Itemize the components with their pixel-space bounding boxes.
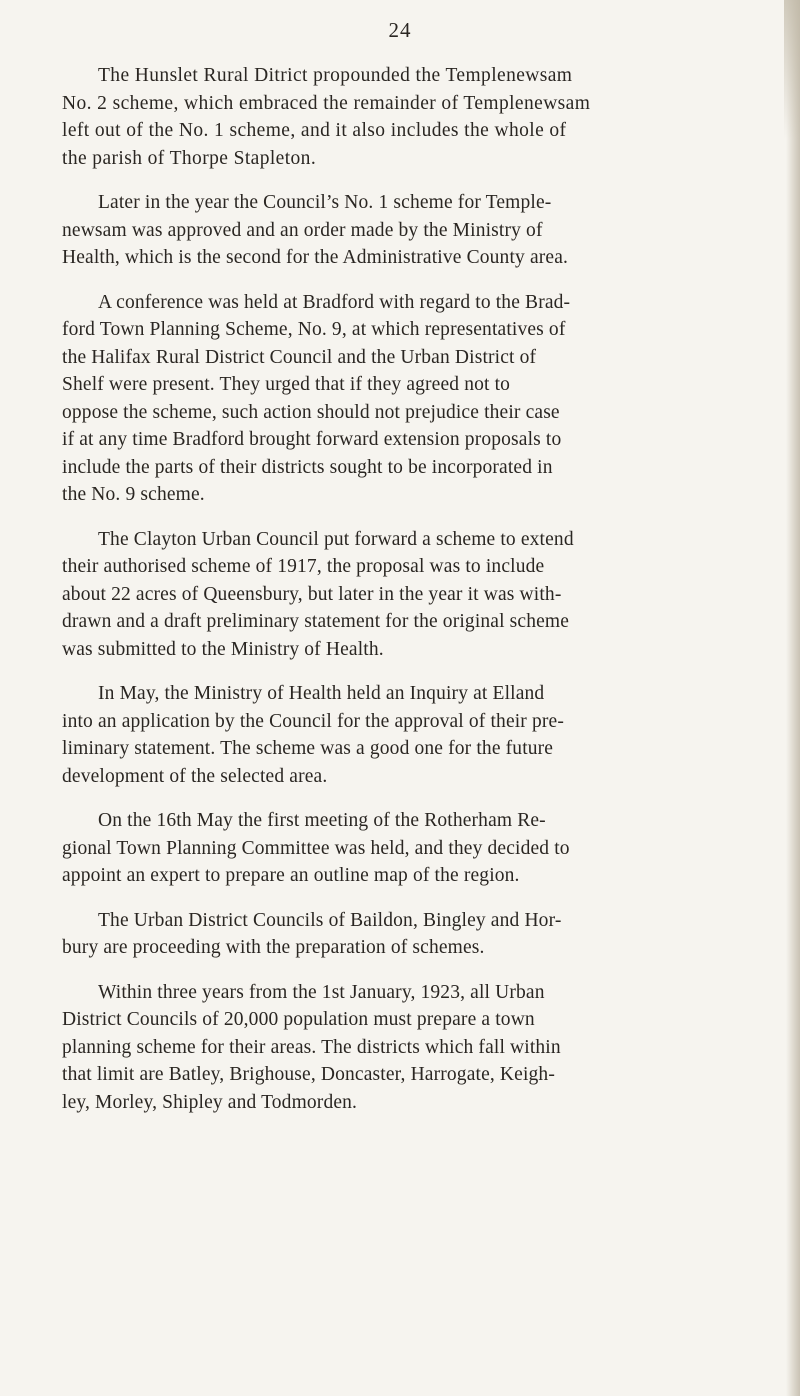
paragraph-rotherham-committee: On the 16th May the first meeting of the Rotherham Re- gional Town Planning Committee was held, and they decided to appoint an expert to prepare an outline map of the region. bbox=[62, 810, 570, 886]
paragraph-templenewsam-approval: Later in the year the Council’s No. 1 scheme for Temple- newsam was approved and an order made by the Ministry of Health, which is the second for the Administrative County area. bbox=[62, 192, 569, 268]
paragraph-urban-districts: The Urban District Councils of Baildon, Bingley and Hor- bury are proceeding with the preparation of schemes. bbox=[62, 909, 562, 958]
paragraph-clayton-scheme: The Clayton Urban Council put forward a scheme to extend their authorised scheme of 1917, the proposal was to include about 22 acres of Queensbury, but later in the year it was with- drawn and a draft preliminary statement for the original scheme was submitted to the Ministry of Health. bbox=[62, 528, 574, 660]
paragraph-bradford-conference: A conference was held at Bradford with regard to the Brad- ford Town Planning Scheme, No. 9, at which representatives of the Halifax Rural District Council and the Urban District of Shelf were present. They urged that if they agreed not to oppose the scheme, such action should not prejudice their case if at any time Bradford brought forward extension proposals to include the parts of their districts sought to be incorporated in the No. 9 scheme. bbox=[62, 291, 571, 505]
page-number: 24 bbox=[388, 18, 412, 42]
page-edge-shadow bbox=[786, 0, 800, 1396]
paragraph-population-requirement: Within three years from the 1st January, 1923, all Urban District Councils of 20,000 population must prepare a town planning scheme for their areas. The districts which fall within that limit are Batley, Brighouse, Doncaster, Harrogate, Keigh- ley, Morley, Shipley and Todmorden. bbox=[62, 981, 561, 1113]
paragraph-hunslet-scheme: The Hunslet Rural Ditrict propounded the Templenewsam No. 2 scheme, which embraced the remainder of Templenewsam left out of the No. 1 scheme, and it also includes the whole of the parish of Thorpe Stapleton. bbox=[62, 65, 591, 169]
document-body bbox=[62, 62, 762, 1133]
paragraph-elland-inquiry: In May, the Ministry of Health held an Inquiry at Elland into an application by the Council for the approval of their pre- liminary statement. The scheme was a good one for the future development of the selected area. bbox=[62, 683, 564, 787]
